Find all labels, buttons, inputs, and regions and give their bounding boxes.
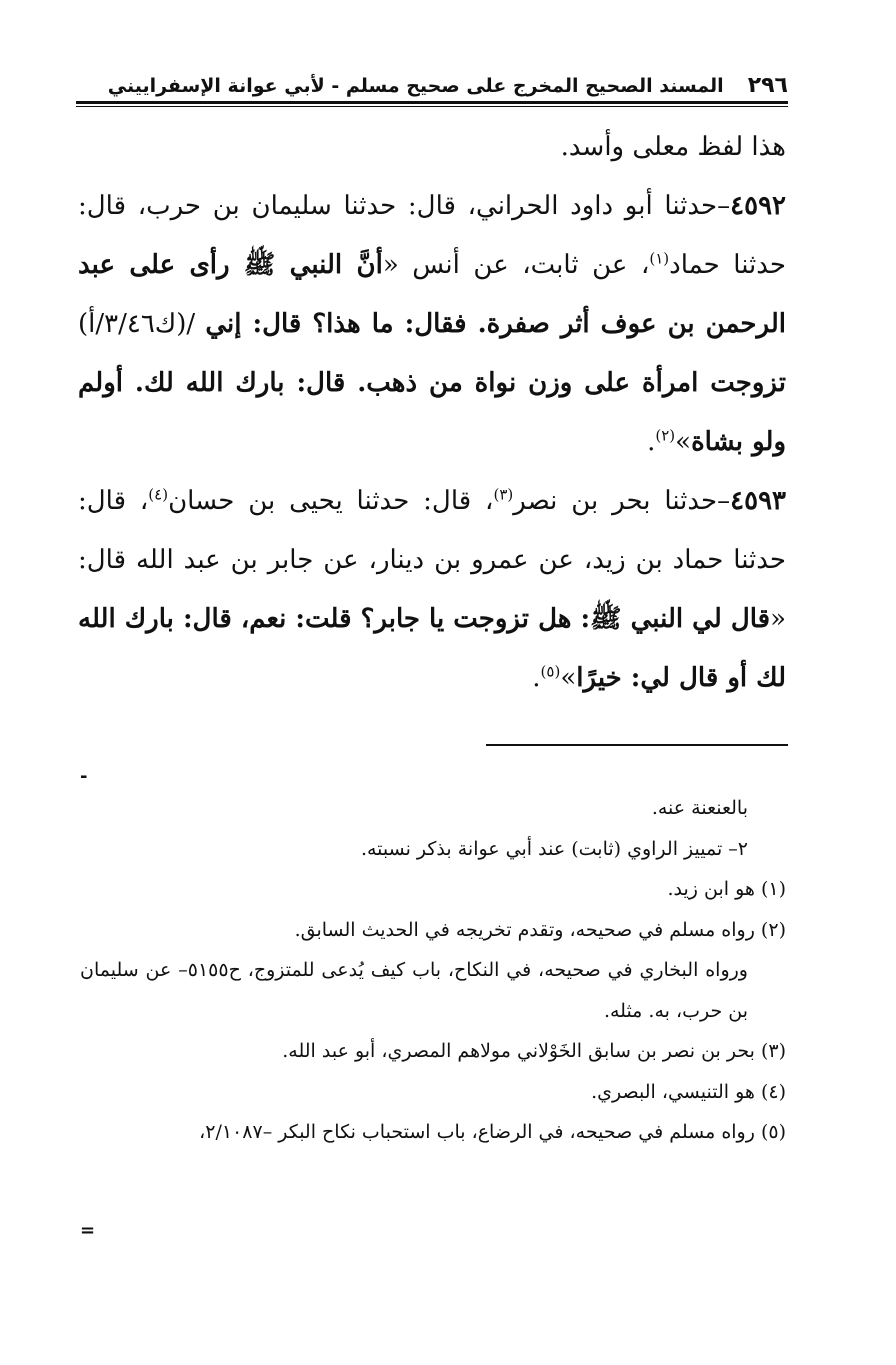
isnad-text: –حدثنا بحر بن نصر [513, 486, 731, 516]
footnote-ref: (٥) [540, 662, 561, 681]
page-number: ٢٩٦ [747, 73, 788, 98]
footnote-2: (٢) رواه مسلم في صحيحه، وتقدم تخريجه في الحديث السابق. [294, 918, 786, 941]
isnad-text: ، قال: حدثنا حماد بن زيد، عن عمرو بن دينار، عن جابر بن عبد الله قال: « [78, 486, 787, 634]
main-text [78, 118, 786, 708]
manuscript-ref: /(ك٣/٤٦/أ) [78, 309, 206, 339]
paragraph-intro: هذا لفظ معلى وأسد. [560, 132, 786, 162]
matn-text: أنَّ النبي ﷺ رأى على عبد الرحمن بن عوف أثر صفرة. فقال: ما هذا؟ قال: إني [78, 250, 786, 339]
sentence-end: . [647, 427, 656, 457]
footnote-continued: بالعنعنة عنه. [651, 797, 748, 819]
signature-mark-top: - [80, 766, 88, 787]
signature-mark-bottom: = [80, 1220, 96, 1241]
footnote-1: (١) هو ابن زيد. [667, 878, 786, 900]
hadith-4592 [78, 177, 786, 472]
header-rule-thin [76, 106, 788, 107]
matn-text: تزوجت امرأة على وزن نواة من ذهب. قال: بارك الله لك. أولم ولو بشاة [78, 368, 786, 457]
footnote-ref: (٢) [655, 426, 676, 445]
footnotes [80, 788, 786, 1153]
hadith-number: ٤٥٩٢ [730, 191, 786, 221]
page-header [76, 64, 788, 100]
isnad-text: ، عن ثابت، عن أنس « [382, 250, 650, 280]
hadith-4593 [78, 472, 786, 708]
footnote-ref: (٤) [148, 485, 169, 504]
hadith-number: ٤٥٩٣ [730, 486, 786, 516]
footnote-4: (٤) هو التنيسي، البصري. [591, 1080, 786, 1103]
footnote-ref: (٣) [493, 485, 514, 504]
quote-close: » [560, 663, 577, 693]
running-title: المسند الصحيح المخرج على صحيح مسلم - لأبي عوانة الإسفراييني [107, 75, 724, 97]
footnote-2-continued: ورواه البخاري في صحيحه، في النكاح، باب كيف يُدعى للمتزوج، ح٥١٥٥– عن سليمان بن حرب، به. مثله. [80, 959, 748, 1022]
isnad-text: –حدثنا أبو داود الحراني، قال: حدثنا سليمان بن حرب، قال: حدثنا حماد [78, 191, 787, 280]
sentence-end: . [532, 663, 541, 693]
header-rule-thick [76, 101, 788, 104]
footnote-continued: ٢– تمييز الراوي (ثابت) عند أبي عوانة بذكر نسبته. [360, 837, 748, 860]
isnad-text: ، قال: حدثنا يحيى بن حسان [168, 486, 494, 516]
quote-close: » [675, 427, 692, 457]
footnote-5: (٥) رواه مسلم في صحيحه، في الرضاع، باب استحباب نكاح البكر –٢/١٠٨٧، [199, 1121, 786, 1143]
footnote-separator [486, 744, 788, 746]
matn-text: قال لي النبي ﷺ: هل تزوجت يا جابر؟ قلت: نعم، قال: بارك الله لك أو قال لي: خيرًا [78, 604, 786, 693]
footnote-3: (٣) بحر بن نصر بن سابق الخَوْلاني مولاهم المصري، أبو عبد الله. [282, 1040, 786, 1062]
footnote-ref: (١) [649, 249, 670, 268]
